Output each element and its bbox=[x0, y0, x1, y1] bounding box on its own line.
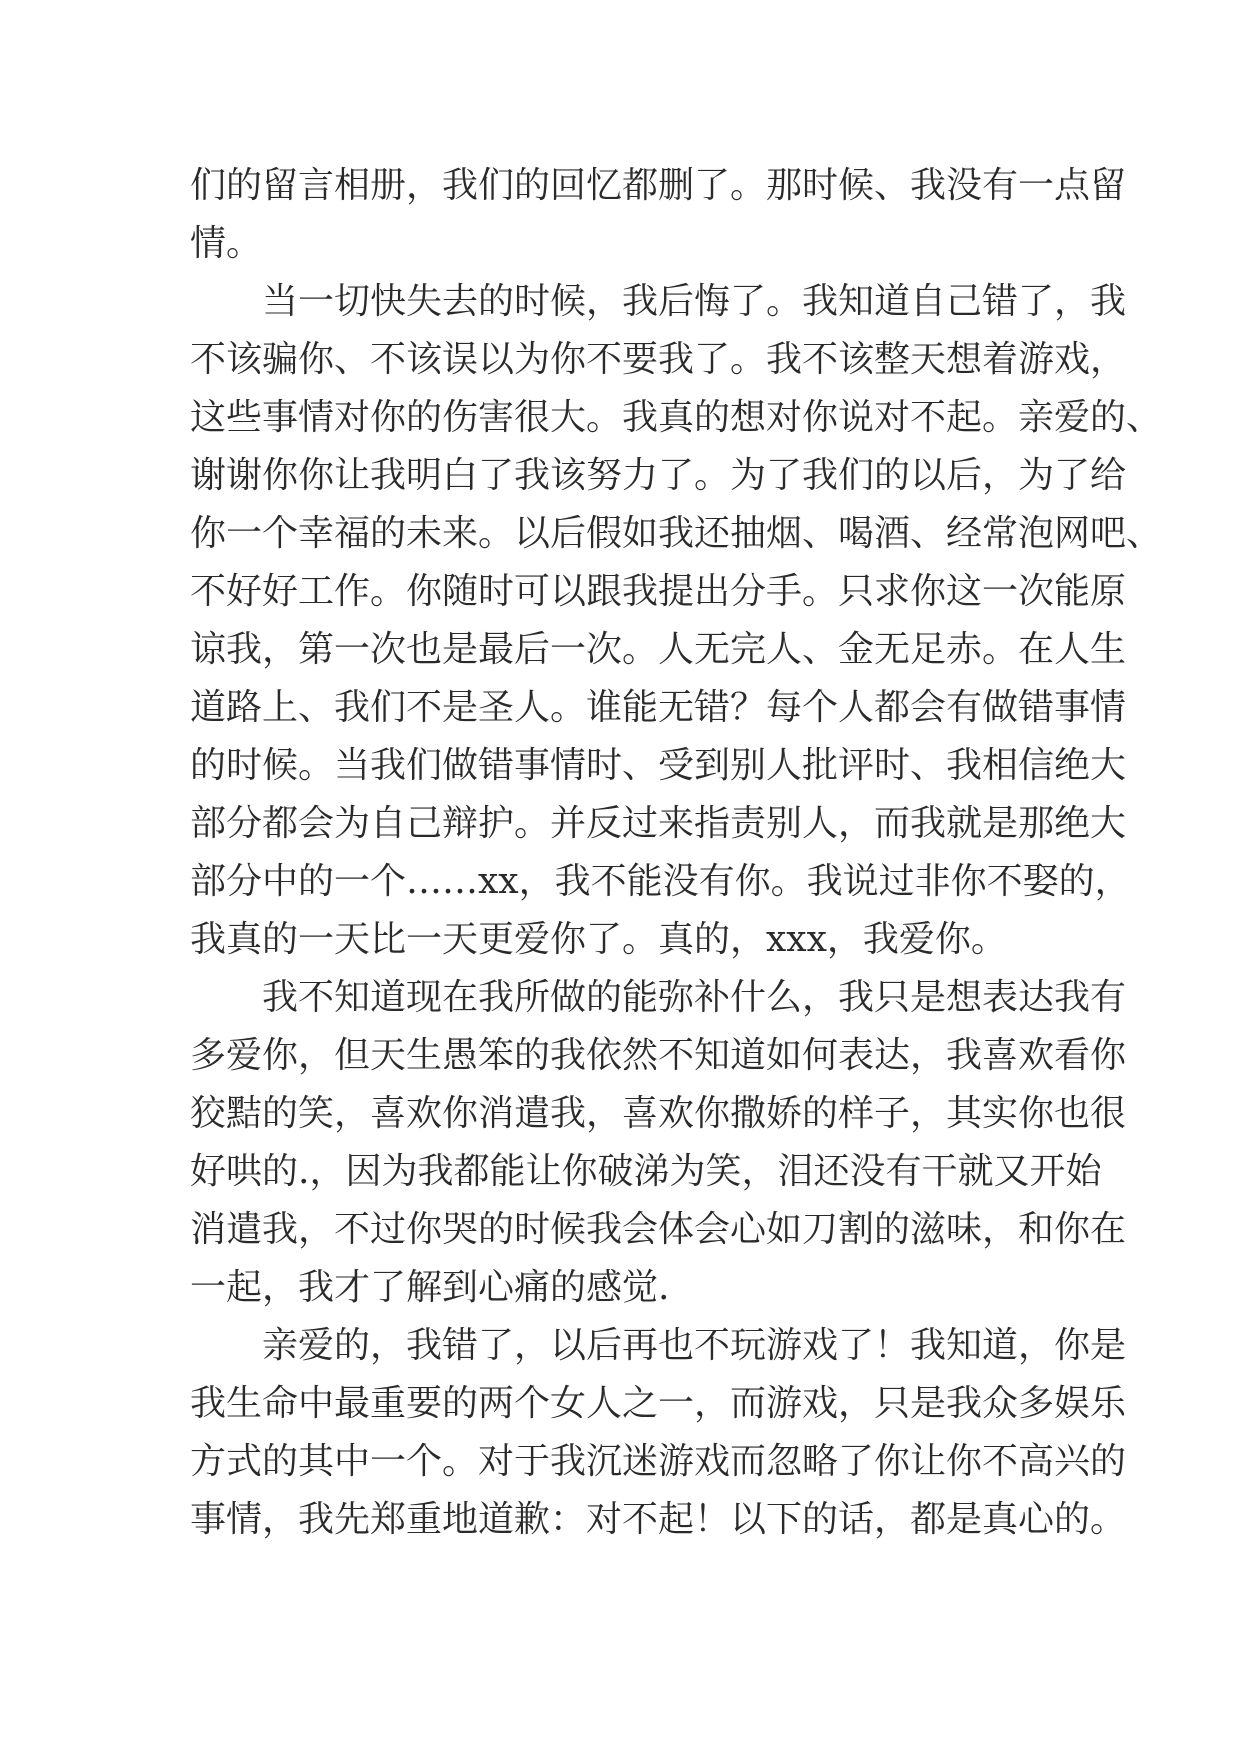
text-line: 谅我，第一次也是最后一次。人无完人、金无足赤。在人生 bbox=[190, 629, 1127, 670]
text-line: 部分中的一个……xx，我不能没有你。我说过非你不娶的， bbox=[190, 861, 1131, 902]
text-line: 我不知道现在我所做的能弥补什么，我只是想表达我有 bbox=[262, 977, 1127, 1018]
text-line: 我生命中最重要的两个女人之一，而游戏，只是我众多娱乐 bbox=[190, 1383, 1127, 1424]
paragraph-2 bbox=[190, 273, 1163, 969]
text-line: 事情，我先郑重地道歉：对不起！以下的话，都是真心的。 bbox=[190, 1499, 1127, 1540]
text-line: 道路上、我们不是圣人。谁能无错？每个人都会有做错事情 bbox=[190, 687, 1127, 728]
text-line: 们的留言相册，我们的回忆都删了。那时候、我没有一点留 bbox=[190, 165, 1127, 206]
text-line: 方式的其中一个。对于我沉迷游戏而忽略了你让你不高兴的 bbox=[190, 1441, 1127, 1482]
paragraph-3 bbox=[190, 969, 1127, 1317]
text-line: 你一个幸福的未来。以后假如我还抽烟、喝酒、经常泡网吧、 bbox=[190, 513, 1163, 554]
paragraph-4 bbox=[190, 1317, 1127, 1549]
text-line: 当一切快失去的时候，我后悔了。我知道自己错了，我 bbox=[262, 281, 1127, 322]
text-line: 好哄的.，因为我都能让你破涕为笑，泪还没有干就又开始 bbox=[190, 1151, 1102, 1192]
paragraph-1 bbox=[190, 157, 1127, 273]
text-line: 情。 bbox=[190, 223, 263, 264]
text-line: 多爱你，但天生愚笨的我依然不知道如何表达，我喜欢看你 bbox=[190, 1035, 1127, 1076]
text-line: 我真的一天比一天更爱你了。真的，xxx，我爱你。 bbox=[190, 919, 1007, 960]
text-line: 不该骗你、不该误以为你不要我了。我不该整天想着游戏， bbox=[190, 339, 1127, 380]
text-line: 狡黠的笑，喜欢你消遣我，喜欢你撒娇的样子，其实你也很 bbox=[190, 1093, 1127, 1134]
text-line: 亲爱的，我错了，以后再也不玩游戏了！我知道，你是 bbox=[262, 1325, 1127, 1366]
text-line: 部分都会为自己辩护。并反过来指责别人，而我就是那绝大 bbox=[190, 803, 1127, 844]
document-body bbox=[190, 157, 1163, 1549]
text-line: 这些事情对你的伤害很大。我真的想对你说对不起。亲爱的、 bbox=[190, 397, 1163, 438]
text-line: 消遣我，不过你哭的时候我会体会心如刀割的滋味，和你在 bbox=[190, 1209, 1127, 1250]
text-line: 一起，我才了解到心痛的感觉. bbox=[190, 1267, 670, 1308]
text-line: 谢谢你你让我明白了我该努力了。为了我们的以后，为了给 bbox=[190, 455, 1127, 496]
text-line: 的时候。当我们做错事情时、受到别人批评时、我相信绝大 bbox=[190, 745, 1127, 786]
text-line: 不好好工作。你随时可以跟我提出分手。只求你这一次能原 bbox=[190, 571, 1127, 612]
